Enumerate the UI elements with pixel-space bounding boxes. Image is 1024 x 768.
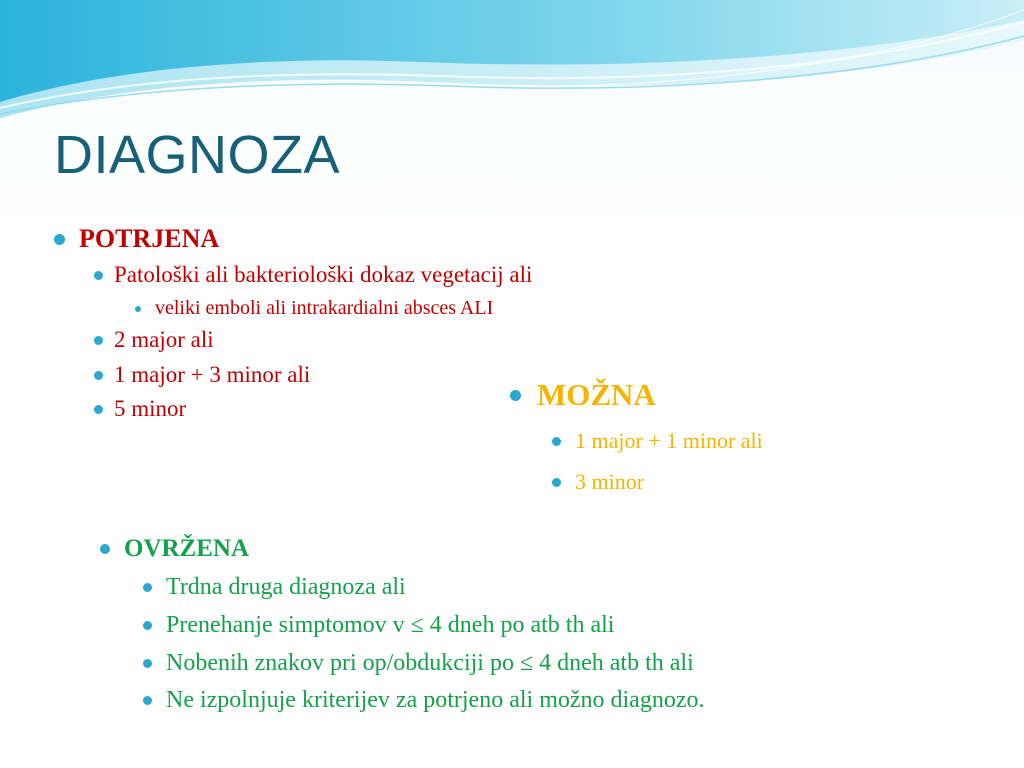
potrjena-item: 1 major + 3 minor ali	[114, 362, 311, 387]
ovrzena-item: Prenehanje simptomov v ≤ 4 dneh po atb th ali	[166, 612, 615, 638]
bullet-dot-icon	[94, 405, 103, 414]
bullet-dot-icon	[135, 306, 141, 312]
bullet-dot-icon	[143, 696, 152, 705]
bullet-dot-icon	[54, 234, 65, 245]
list-item	[143, 687, 705, 714]
bullet-dot-icon	[100, 544, 110, 554]
bullet-dot-icon	[552, 478, 561, 487]
list-item	[552, 469, 644, 495]
mozna-heading: MOŽNA	[537, 377, 656, 412]
mozna-item: 1 major + 1 minor ali	[575, 428, 763, 453]
list-item	[94, 327, 214, 353]
bullet-dot-icon	[143, 621, 152, 630]
potrjena-heading-bullet	[54, 224, 219, 254]
bullet-dot-icon	[143, 659, 152, 668]
potrjena-item: 5 minor	[114, 396, 187, 421]
list-item	[143, 574, 406, 601]
list-item	[94, 262, 532, 288]
list-item	[135, 297, 493, 320]
bullet-dot-icon	[143, 583, 152, 592]
ovrzena-heading-bullet	[100, 535, 249, 563]
potrjena-heading: POTRJENA	[79, 224, 220, 253]
potrjena-item: veliki emboli ali intrakardialni absces ALI	[155, 297, 494, 319]
bullet-dot-icon	[94, 371, 103, 380]
ovrzena-item: Nobenih znakov pri op/obdukciji po ≤ 4 dneh atb th ali	[166, 650, 694, 676]
bullet-dot-icon	[94, 336, 103, 345]
potrjena-item: Patološki ali bakteriološki dokaz vegetacij ali	[114, 262, 533, 287]
slide-title: DIAGNOZA	[54, 125, 341, 185]
ovrzena-item: Trdna druga diagnoza ali	[166, 574, 406, 600]
decorative-waves	[0, 0, 1024, 130]
list-item	[143, 612, 614, 639]
mozna-item: 3 minor	[575, 469, 645, 494]
ovrzena-heading: OVRŽENA	[124, 535, 250, 562]
list-item	[94, 362, 310, 388]
bullet-dot-icon	[510, 390, 521, 401]
mozna-heading-bullet	[510, 377, 656, 413]
list-item	[143, 650, 694, 677]
potrjena-item: 2 major ali	[114, 327, 214, 352]
ovrzena-item: Ne izpolnjuje kriterijev za potrjeno ali možno diagnozo.	[166, 687, 705, 713]
list-item	[552, 428, 763, 454]
bullet-dot-icon	[94, 271, 103, 280]
list-item	[94, 396, 186, 422]
bullet-dot-icon	[552, 437, 561, 446]
